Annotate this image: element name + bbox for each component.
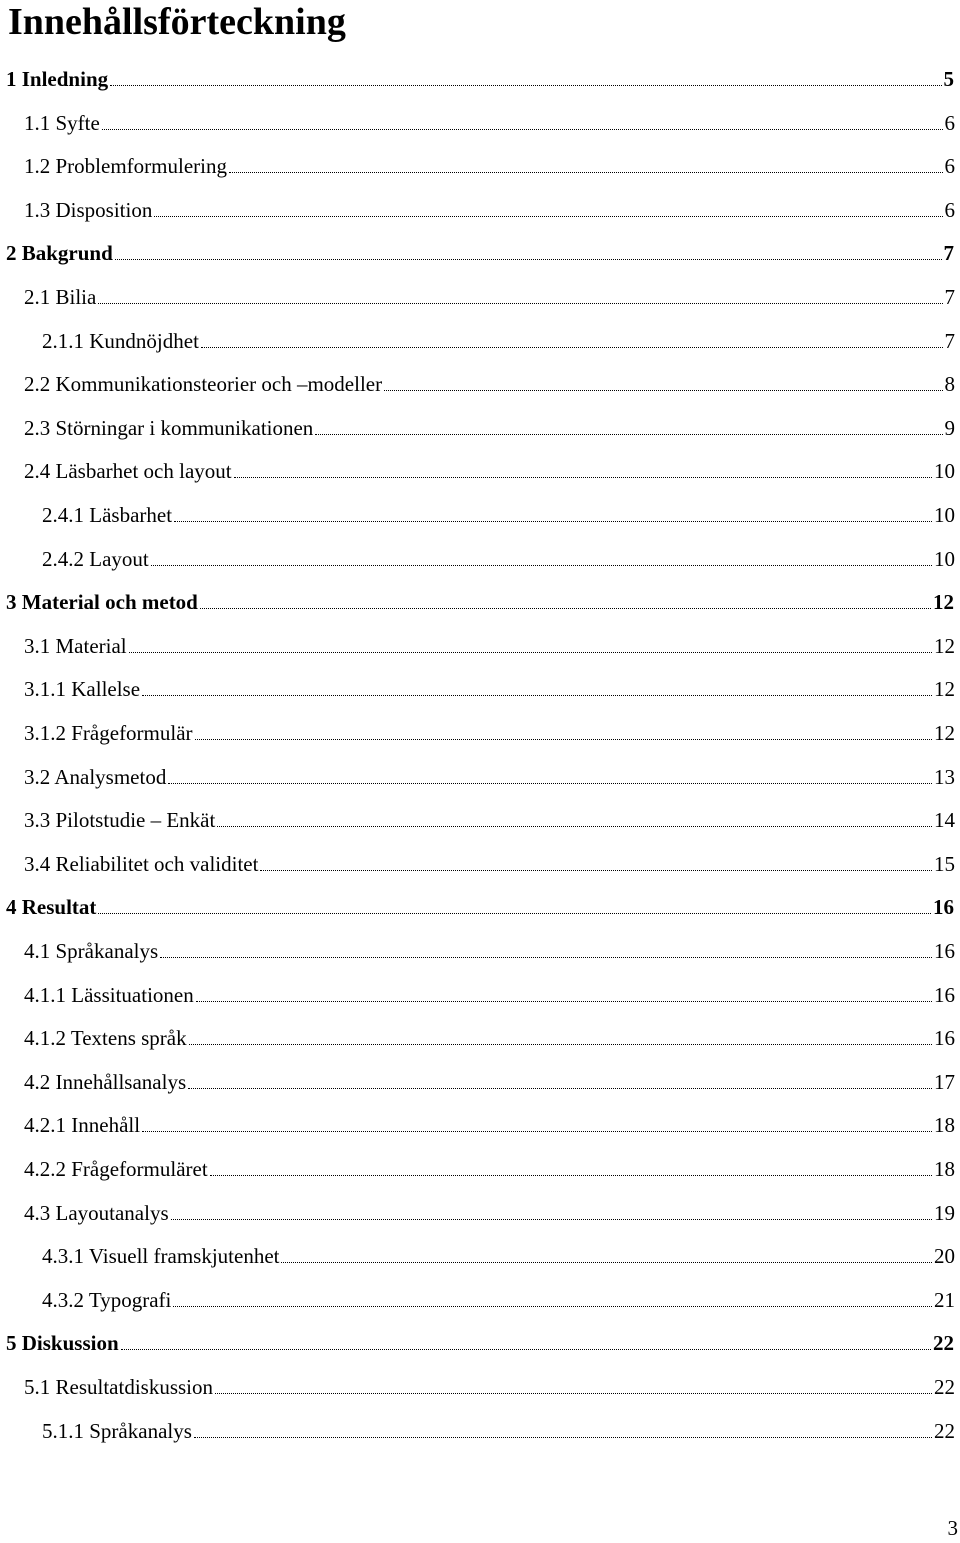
toc-dot-leader: [200, 580, 931, 624]
toc-entry[interactable]: [24, 188, 955, 232]
toc-entry-page: 12: [933, 590, 954, 615]
toc-entry[interactable]: [24, 362, 955, 406]
page-title: Innehållsförteckning: [8, 1, 346, 43]
toc-entry-label: 3 Material och metod: [6, 590, 198, 615]
toc-entry-page: 22: [934, 1375, 955, 1399]
toc-entry[interactable]: [24, 711, 955, 755]
toc-dot-leader: [142, 667, 932, 711]
toc-entry-label: 3.1.2 Frågeformulär: [24, 721, 193, 745]
toc-entry[interactable]: [24, 1060, 955, 1104]
toc-dot-leader: [154, 188, 942, 232]
toc-entry[interactable]: [24, 667, 955, 711]
toc-entry[interactable]: [24, 1365, 955, 1409]
toc-entry-label: 4 Resultat: [6, 895, 97, 920]
toc-entry-page: 16: [934, 939, 955, 963]
toc-entry[interactable]: [6, 231, 954, 275]
toc-entry-label: 2.1.1 Kundnöjdhet: [42, 328, 199, 353]
toc-dot-leader: [171, 1191, 932, 1235]
toc-entry-page: 6: [944, 154, 955, 179]
toc-entry[interactable]: [24, 275, 955, 319]
toc-entry-page: 8: [944, 372, 955, 397]
toc-dot-leader: [151, 537, 932, 581]
toc-entry-label: 2.1 Bilia: [24, 285, 97, 309]
toc-entry-label: 4.3.1 Visuell framskjutenhet: [42, 1244, 280, 1269]
toc-entry-label: 2.4 Läsbarhet och layout: [24, 459, 232, 484]
toc-entry-page: 13: [934, 764, 955, 789]
toc-entry-label: 5.1.1 Språkanalys: [42, 1418, 192, 1443]
toc-entry[interactable]: [24, 144, 955, 188]
toc-entry[interactable]: [6, 1321, 954, 1365]
toc-dot-leader: [384, 362, 942, 406]
toc-entry-label: 1.3 Disposition: [24, 197, 153, 222]
toc-dot-leader: [98, 885, 931, 929]
toc-dot-leader: [110, 57, 941, 101]
toc-entry-page: 7: [944, 285, 955, 309]
page-number: 3: [947, 1516, 958, 1540]
toc-dot-leader: [195, 711, 932, 755]
toc-entry[interactable]: [24, 1191, 955, 1235]
toc-entry-label: 1 Inledning: [6, 67, 109, 91]
toc-entry-label: 2.4.1 Läsbarhet: [42, 503, 173, 527]
toc-entry-page: 14: [934, 808, 955, 833]
toc-entry-label: 1.2 Problemformulering: [24, 154, 227, 179]
toc-entry[interactable]: [24, 929, 955, 973]
toc-entry-page: 12: [934, 633, 955, 658]
toc-entry-page: 20: [934, 1244, 955, 1269]
toc-entry-label: 4.1.2 Textens språk: [24, 1026, 187, 1051]
toc-entry-label: 3.2 Analysmetod: [24, 764, 167, 789]
toc-entry[interactable]: [24, 842, 955, 886]
toc-dot-leader: [234, 449, 932, 493]
toc-entry[interactable]: [42, 493, 955, 537]
toc-dot-leader: [98, 275, 942, 319]
toc-entry[interactable]: [42, 537, 955, 581]
toc-dot-leader: [215, 1365, 932, 1409]
toc-entry[interactable]: [6, 580, 954, 624]
toc-entry-page: 6: [944, 110, 955, 135]
toc-entry[interactable]: [24, 624, 955, 668]
toc-dot-leader: [129, 624, 932, 668]
toc-entry-page: 21: [934, 1287, 955, 1312]
toc-dot-leader: [121, 1321, 931, 1365]
toc-entry-label: 3.1.1 Kallelse: [24, 677, 141, 702]
toc-dot-leader: [142, 1103, 932, 1147]
toc-entry-page: 15: [934, 851, 955, 876]
toc-entry-label: 2.3 Störningar i kommunikationen: [24, 415, 314, 440]
toc-entry-page: 19: [934, 1200, 955, 1225]
toc-entry-page: 7: [944, 328, 955, 353]
toc-dot-leader: [281, 1234, 932, 1278]
toc-entry[interactable]: [42, 1409, 955, 1453]
toc-entry-page: 7: [943, 241, 954, 266]
toc-entry-page: 10: [934, 503, 955, 527]
toc-dot-leader: [194, 1409, 932, 1453]
toc-dot-leader: [174, 493, 932, 537]
toc-entry-label: 4.1.1 Lässituationen: [24, 982, 194, 1007]
toc-entry-page: 6: [944, 197, 955, 222]
toc-entry[interactable]: [24, 101, 955, 145]
toc-entry[interactable]: [6, 885, 954, 929]
toc-entry-label: 2.4.2 Layout: [42, 546, 149, 571]
toc-entry-label: 2 Bakgrund: [6, 241, 113, 266]
toc-entry-page: 9: [944, 415, 955, 440]
toc-entry-page: 16: [934, 1026, 955, 1051]
toc-entry-page: 18: [934, 1113, 955, 1138]
toc-dot-leader: [196, 973, 932, 1017]
toc-dot-leader: [168, 755, 932, 799]
toc-dot-leader: [188, 1060, 932, 1104]
toc-entry[interactable]: [42, 1278, 955, 1322]
toc-entry-label: 4.2.2 Frågeformuläret: [24, 1157, 208, 1181]
toc-dot-leader: [315, 406, 942, 450]
toc-entry-label: 3.1 Material: [24, 633, 127, 658]
toc-entry[interactable]: [24, 798, 955, 842]
toc-entry-label: 5 Diskussion: [6, 1331, 119, 1356]
toc-dot-leader: [217, 798, 932, 842]
toc-dot-leader: [160, 929, 932, 973]
toc-dot-leader: [210, 1147, 932, 1191]
toc-entry[interactable]: [24, 1147, 955, 1191]
toc-entry[interactable]: [42, 319, 955, 363]
toc-entry[interactable]: [24, 1016, 955, 1060]
toc-entry[interactable]: [42, 1234, 955, 1278]
toc-dot-leader: [115, 231, 942, 275]
toc-entry-label: 4.2 Innehållsanalys: [24, 1069, 187, 1094]
toc-entry-page: 10: [934, 546, 955, 571]
toc-entry-page: 5: [943, 67, 954, 91]
toc-dot-leader: [201, 319, 943, 363]
toc-entry-label: 4.1 Språkanalys: [24, 939, 159, 963]
toc-dot-leader: [102, 101, 943, 145]
toc-dot-leader: [173, 1278, 932, 1322]
toc-entry-page: 22: [933, 1331, 954, 1356]
toc-entry-label: 5.1 Resultatdiskussion: [24, 1375, 214, 1399]
toc-entry[interactable]: [24, 755, 955, 799]
toc-entry-page: 18: [934, 1157, 955, 1181]
toc-entry-label: 1.1 Syfte: [24, 110, 100, 135]
toc-entry-label: 4.3.2 Typografi: [42, 1287, 172, 1312]
toc-entry[interactable]: [24, 1103, 955, 1147]
toc-entry-label: 4.2.1 Innehåll: [24, 1113, 141, 1138]
toc-entry-label: 2.2 Kommunikationsteorier och –modeller: [24, 372, 383, 397]
toc-entry[interactable]: [6, 57, 954, 101]
toc-entry-page: 17: [934, 1069, 955, 1094]
toc-entry-label: 3.4 Reliabilitet och validitet: [24, 851, 259, 876]
toc-entry-label: 3.3 Pilotstudie – Enkät: [24, 808, 216, 833]
toc-entry-page: 12: [934, 677, 955, 702]
toc-entry-page: 16: [934, 982, 955, 1007]
toc-entry[interactable]: [24, 973, 955, 1017]
toc-dot-leader: [260, 842, 932, 886]
toc-entry-page: 12: [934, 721, 955, 745]
toc-entry-page: 10: [934, 459, 955, 484]
toc-entry-page: 22: [934, 1418, 955, 1443]
toc-entry[interactable]: [24, 406, 955, 450]
toc-entry-label: 4.3 Layoutanalys: [24, 1200, 169, 1225]
toc-dot-leader: [229, 144, 943, 188]
toc-dot-leader: [189, 1016, 932, 1060]
toc-entry-page: 16: [933, 895, 954, 920]
toc-entry[interactable]: [24, 449, 955, 493]
